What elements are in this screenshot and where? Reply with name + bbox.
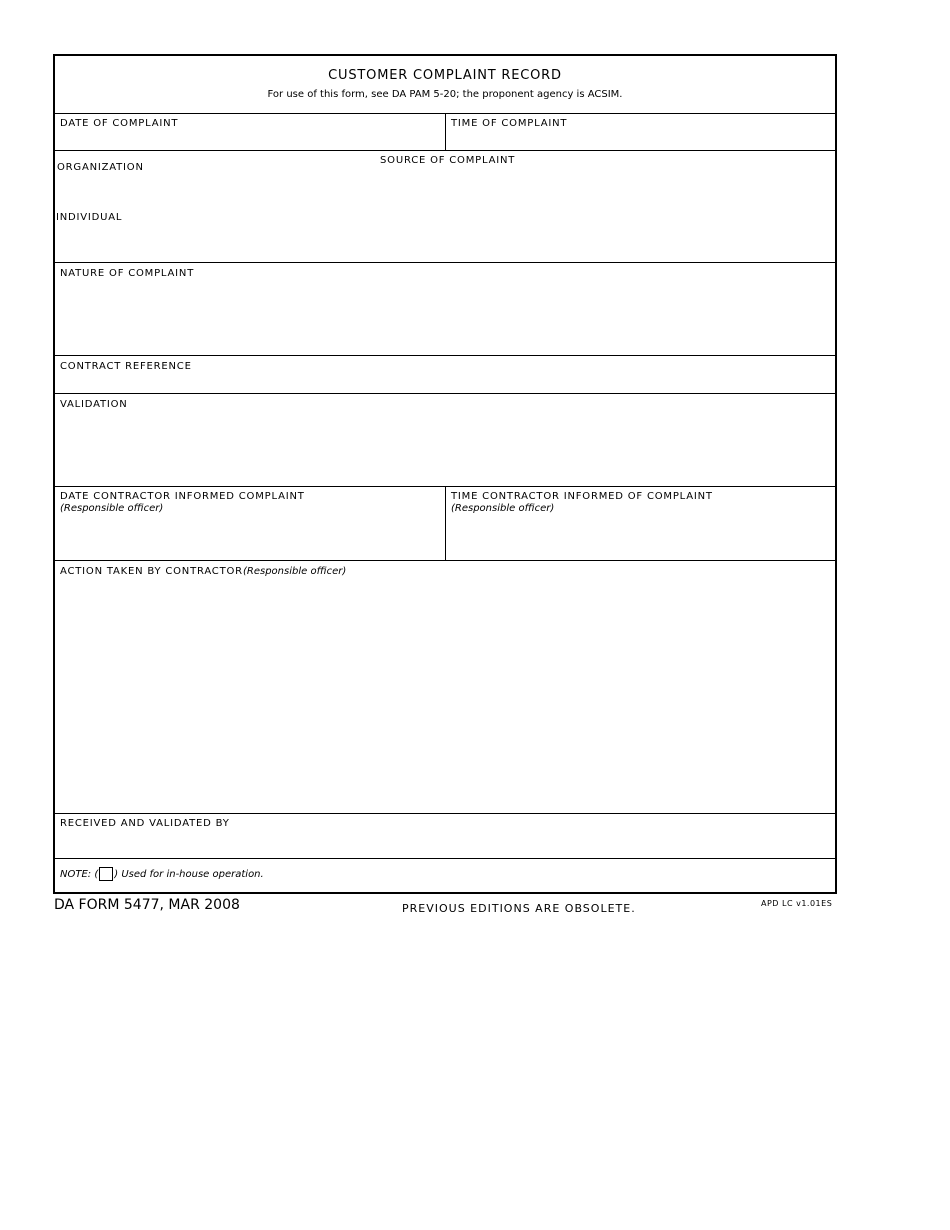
date-of-complaint-field[interactable] [55, 114, 446, 150]
individual-label: INDIVIDUAL [56, 212, 123, 223]
contract-reference-field[interactable] [55, 356, 835, 394]
action-taken-label: ACTION TAKEN BY CONTRACTOR [60, 566, 243, 577]
editions-notice: PREVIOUS EDITIONS ARE OBSOLETE. [402, 902, 636, 915]
time-of-complaint-field[interactable] [446, 114, 835, 150]
organization-field[interactable] [195, 159, 795, 199]
time-contractor-informed-label: TIME CONTRACTOR INFORMED OF COMPLAINT [451, 491, 713, 502]
date-contractor-informed-field[interactable] [55, 487, 446, 560]
received-validated-label: RECEIVED AND VALIDATED BY [60, 818, 230, 829]
note-suffix: ) Used for in-house operation. [114, 869, 264, 880]
form-header [55, 56, 835, 114]
time-contractor-informed-sublabel: (Responsible officer) [451, 503, 555, 514]
nature-of-complaint-field[interactable] [55, 263, 835, 356]
time-of-complaint-label: TIME OF COMPLAINT [451, 118, 568, 129]
date-time-row [55, 114, 835, 151]
date-contractor-informed-label: DATE CONTRACTOR INFORMED COMPLAINT [60, 491, 305, 502]
note-prefix: NOTE: ( [60, 869, 99, 880]
validation-label: VALIDATION [60, 399, 128, 410]
time-contractor-informed-field[interactable] [446, 487, 835, 560]
validation-field[interactable] [55, 394, 835, 487]
note-row [55, 859, 835, 894]
contractor-informed-row [55, 487, 835, 561]
organization-label: ORGANIZATION [57, 162, 144, 173]
nature-of-complaint-label: NATURE OF COMPLAINT [60, 268, 195, 279]
contract-reference-label: CONTRACT REFERENCE [60, 361, 192, 372]
source-of-complaint-section [55, 151, 835, 263]
form-number: DA FORM 5477, MAR 2008 [54, 897, 240, 913]
version-label: APD LC v1.01ES [761, 899, 833, 908]
action-taken-field[interactable] [55, 561, 835, 814]
source-of-complaint-label: SOURCE OF COMPLAINT [380, 155, 516, 166]
individual-field[interactable] [195, 207, 795, 247]
form-title: CUSTOMER COMPLAINT RECORD [328, 68, 562, 83]
date-of-complaint-label: DATE OF COMPLAINT [60, 118, 179, 129]
in-house-checkbox[interactable] [99, 867, 113, 881]
form-subtitle: For use of this form, see DA PAM 5-20; the proponent agency is ACSIM. [267, 89, 623, 100]
action-taken-sublabel: (Responsible officer) [243, 566, 347, 577]
complaint-form [53, 54, 837, 894]
date-contractor-informed-sublabel: (Responsible officer) [60, 503, 164, 514]
received-validated-field[interactable] [55, 814, 835, 859]
note-text [60, 867, 264, 881]
